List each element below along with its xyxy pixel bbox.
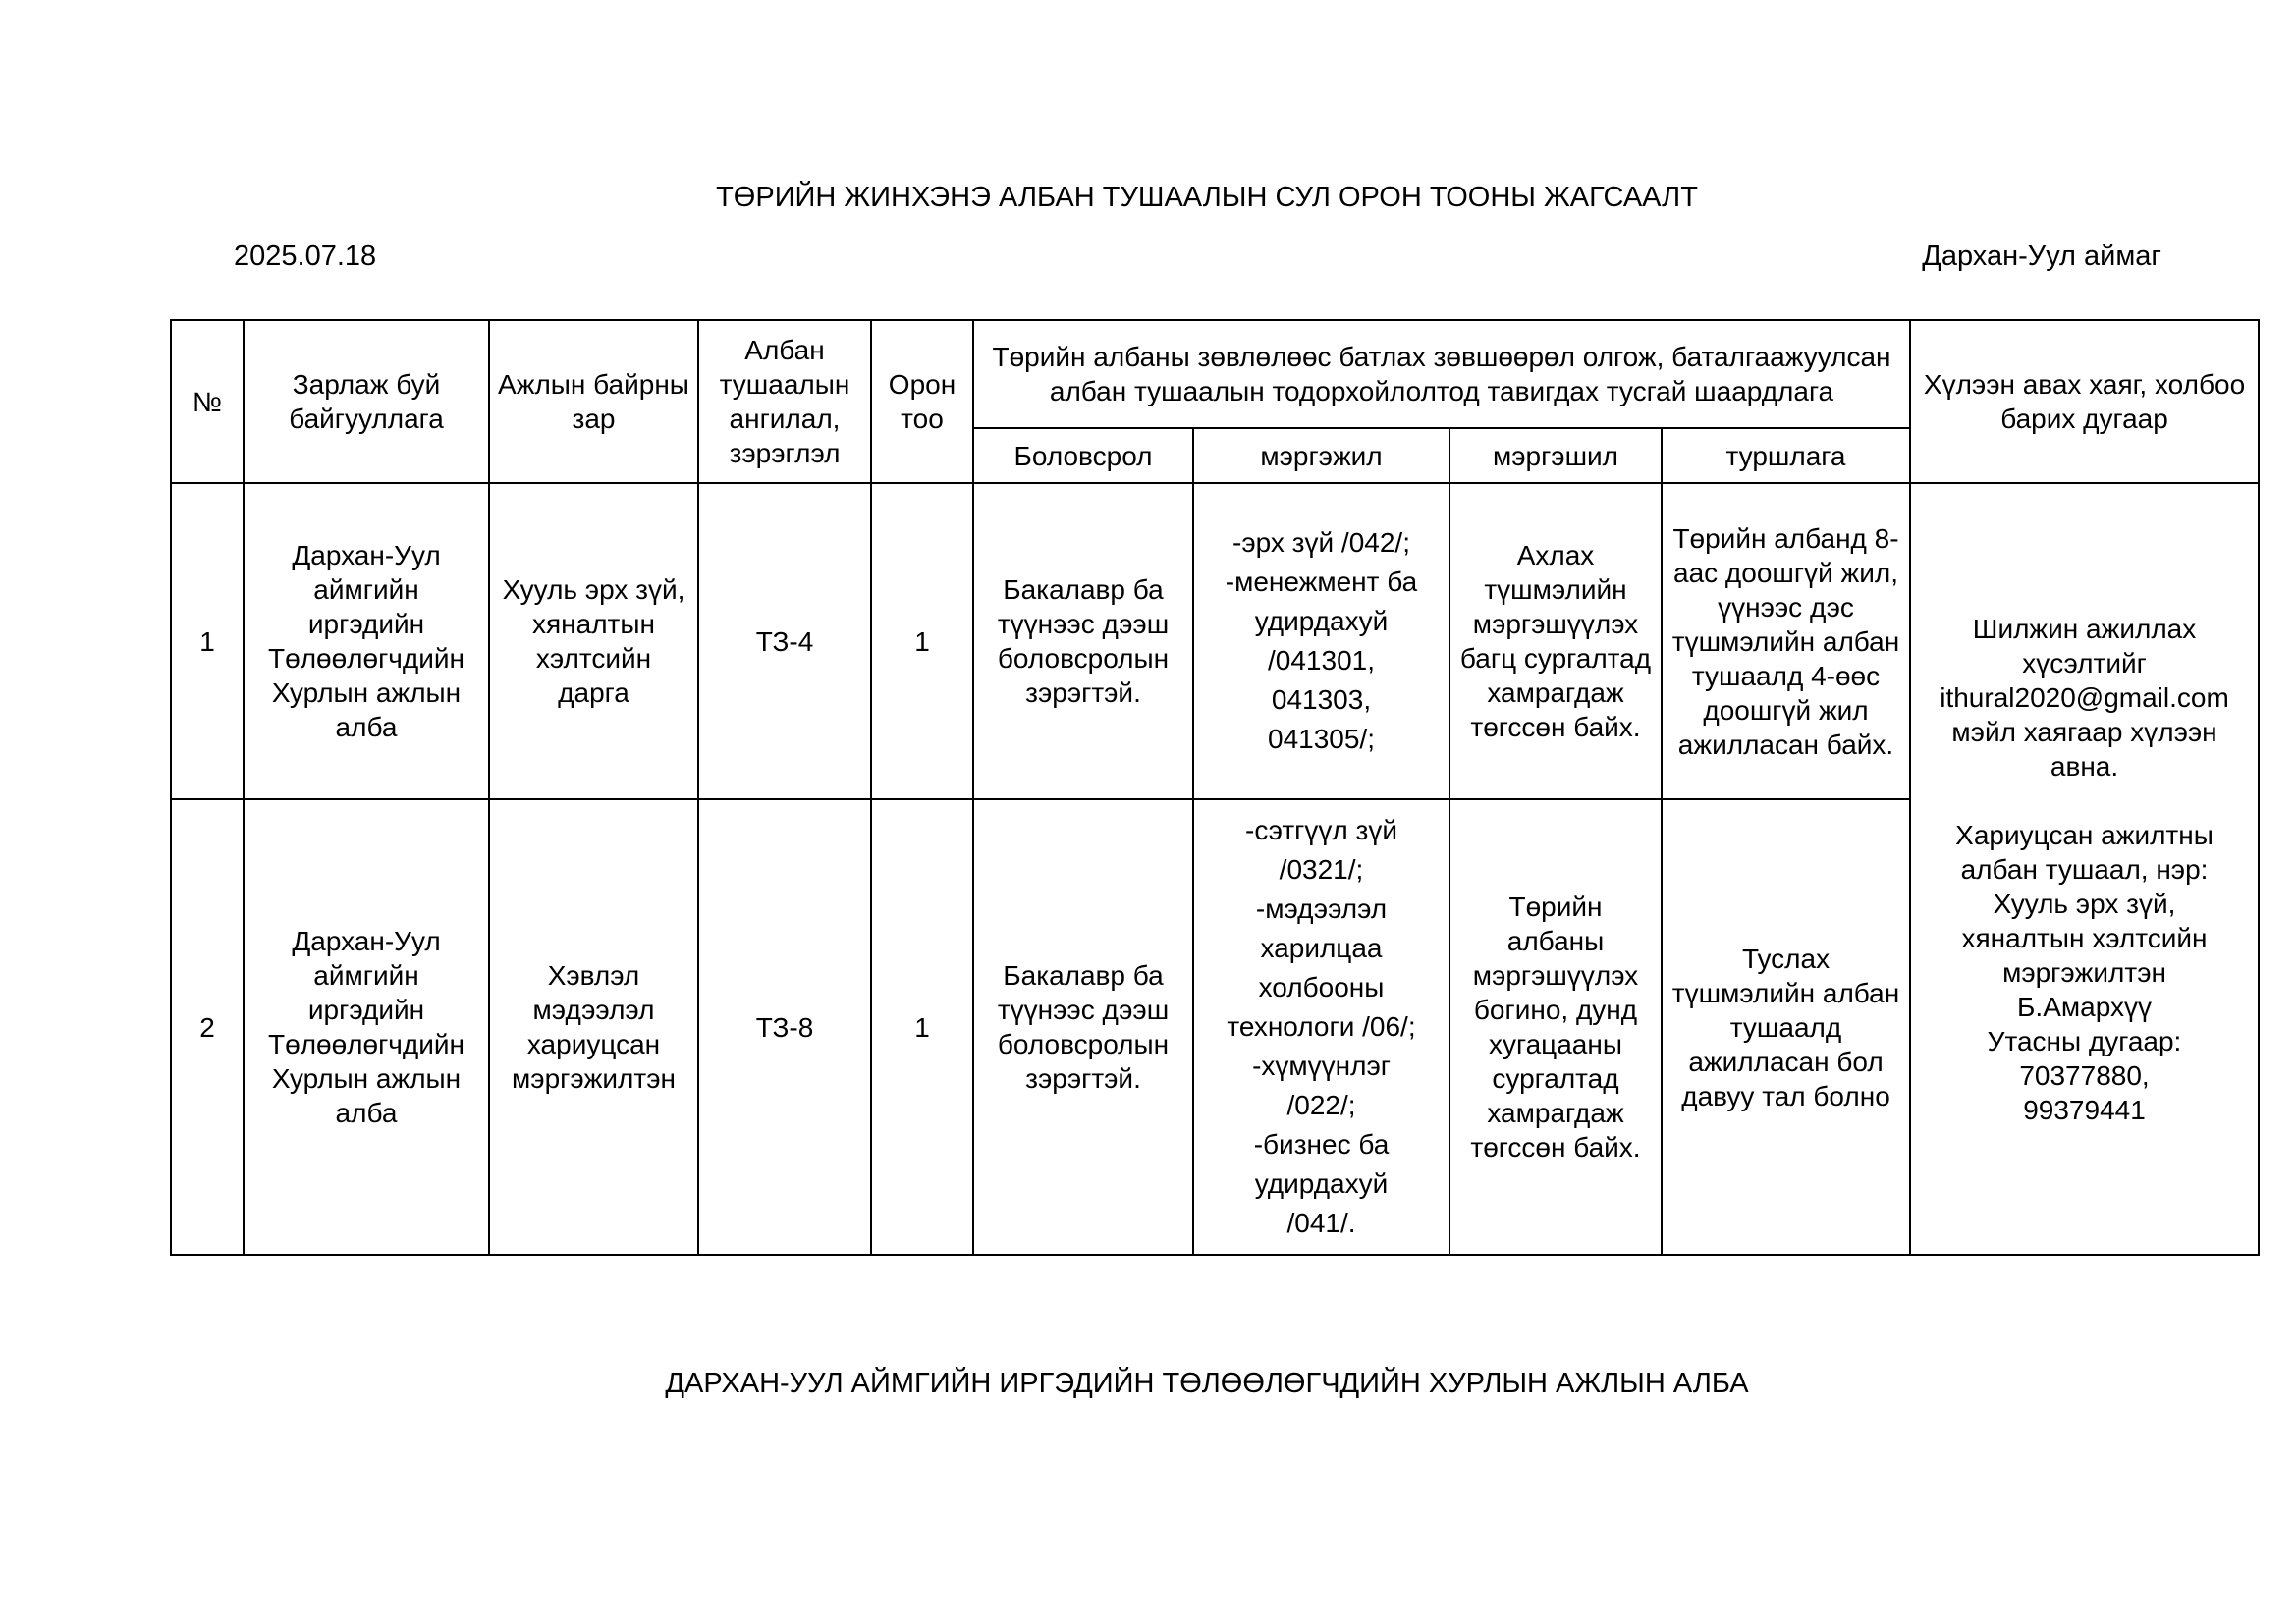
contact-line: мэйл хаягаар хүлээн bbox=[1951, 716, 2217, 747]
contact-email: ithural2020@gmail.com bbox=[1940, 681, 2229, 713]
row-classification: ТЗ-8 bbox=[698, 799, 871, 1255]
contact-line: Шилжин ажиллах bbox=[1972, 613, 2197, 644]
profession-line: /0321/; bbox=[1279, 854, 1364, 885]
profession-line: -сэтгүүл зүй bbox=[1245, 815, 1397, 845]
contact-line: мэргэжилтэн bbox=[2002, 956, 2166, 988]
row-number: 1 bbox=[171, 483, 244, 799]
document-title: ТӨРИЙН ЖИНХЭНЭ АЛБАН ТУШААЛЫН СУЛ ОРОН ТООНЫ ЖАГСААЛТ bbox=[716, 182, 1698, 213]
row-organization: Дархан-Уул аймгийн иргэдийн Төлөөлөгчдийн Хурлын ажлын алба bbox=[244, 799, 489, 1255]
row-number: 2 bbox=[171, 799, 244, 1255]
row-organization: Дархан-Уул аймгийн иргэдийн Төлөөлөгчдийн Хурлын ажлын алба bbox=[244, 483, 489, 799]
row-qualification: Ахлах түшмэлийн мэргэшүүлэх багц сургалтад хамрагдаж төгссөн байх. bbox=[1449, 483, 1662, 799]
header-number: № bbox=[171, 320, 244, 483]
profession-line: удирдахуй bbox=[1254, 1168, 1389, 1199]
profession-line: -менежмент ба bbox=[1225, 567, 1418, 597]
profession-line: -эрх зүй /042/; bbox=[1232, 527, 1410, 558]
header-job-notice: Ажлын байрны зар bbox=[489, 320, 698, 483]
footer-organization: ДАРХАН-УУЛ АЙМГИЙН ИРГЭДИЙН ТӨЛӨӨЛӨГЧДИЙН ХУРЛЫН АЖЛЫН АЛБА bbox=[665, 1368, 1749, 1399]
profession-line: холбооны bbox=[1258, 972, 1385, 1002]
contact-phone: 99379441 bbox=[2023, 1094, 2146, 1125]
header-organization: Зарлаж буй байгууллага bbox=[244, 320, 489, 483]
profession-line: /022/; bbox=[1286, 1090, 1356, 1120]
contact-line: Хариуцсан ажилтны bbox=[1955, 819, 2214, 850]
contact-cell bbox=[1910, 483, 2259, 1255]
profession-line: 041303, bbox=[1271, 684, 1372, 715]
row-experience: Туслах түшмэлийн албан тушаалд ажилласан бол давуу тал болно bbox=[1662, 799, 1910, 1255]
contact-line: авна. bbox=[2050, 750, 2119, 782]
row-profession bbox=[1193, 483, 1449, 799]
header-positions: Орон тоо bbox=[871, 320, 973, 483]
row-job-notice: Хэвлэл мэдээлэл хариуцсан мэргэжилтэн bbox=[489, 799, 698, 1255]
row-education: Бакалавр ба түүнээс дээш боловсролын зэрэгтэй. bbox=[973, 799, 1193, 1255]
row-education: Бакалавр ба түүнээс дээш боловсролын зэрэгтэй. bbox=[973, 483, 1193, 799]
document-location: Дархан-Уул аймаг bbox=[1922, 241, 2161, 272]
contact-phone: 70377880, bbox=[2019, 1059, 2150, 1091]
row-classification: ТЗ-4 bbox=[698, 483, 871, 799]
contact-name: Б.Амархүү bbox=[2017, 991, 2152, 1022]
row-job-notice: Хууль эрх зүй, хяналтын хэлтсийн дарга bbox=[489, 483, 698, 799]
profession-line: /041301, bbox=[1268, 645, 1375, 676]
contact-spacer bbox=[1919, 784, 2250, 818]
vacancy-table bbox=[170, 319, 2260, 1256]
row-positions: 1 bbox=[871, 483, 973, 799]
header-experience: туршлага bbox=[1662, 428, 1910, 483]
profession-line: -хүмүүнлэг bbox=[1252, 1051, 1391, 1081]
row-experience: Төрийн албанд 8-аас доошгүй жил, үүнээс дэс түшмэлийн албан тушаалд 4-өөс доошгүй жил ажилласан байх. bbox=[1662, 483, 1910, 799]
profession-line: -мэдээлэл bbox=[1255, 893, 1388, 924]
header-contact: Хүлээн авах хаяг, холбоо барих дугаар bbox=[1910, 320, 2259, 483]
contact-line: Утасны дугаар: bbox=[1987, 1025, 2182, 1056]
profession-line: -бизнес ба bbox=[1253, 1129, 1390, 1160]
header-qualification: мэргэшил bbox=[1449, 428, 1662, 483]
row-profession bbox=[1193, 799, 1449, 1255]
profession-line: 041305/; bbox=[1268, 724, 1375, 754]
profession-line: /041/. bbox=[1286, 1208, 1356, 1238]
header-education: Боловсрол bbox=[973, 428, 1193, 483]
document-date: 2025.07.18 bbox=[234, 241, 377, 272]
table-row bbox=[171, 483, 2259, 799]
contact-line: албан тушаал, нэр: bbox=[1960, 853, 2209, 885]
contact-line: Хууль эрх зүй, bbox=[1993, 888, 2176, 919]
contact-line: хяналтын хэлтсийн bbox=[1961, 922, 2208, 953]
profession-line: технологи /06/; bbox=[1227, 1011, 1416, 1042]
header-profession: мэргэжил bbox=[1193, 428, 1449, 483]
profession-line: харилцаа bbox=[1260, 933, 1383, 963]
header-classification: Албан тушаалын ангилал, зэрэглэл bbox=[698, 320, 871, 483]
row-positions: 1 bbox=[871, 799, 973, 1255]
profession-line: удирдахуй bbox=[1254, 606, 1389, 636]
contact-line: хүсэлтийг bbox=[2022, 647, 2147, 678]
row-qualification: Төрийн албаны мэргэшүүлэх богино, дунд хугацааны сургалтад хамрагдаж төгссөн байх. bbox=[1449, 799, 1662, 1255]
header-requirements: Төрийн албаны зөвлөлөөс батлах зөвшөөрөл олгож, баталгаажуулсан албан тушаалын тодорхойлолтод тавигдах тусгай шаардлага bbox=[973, 320, 1910, 428]
